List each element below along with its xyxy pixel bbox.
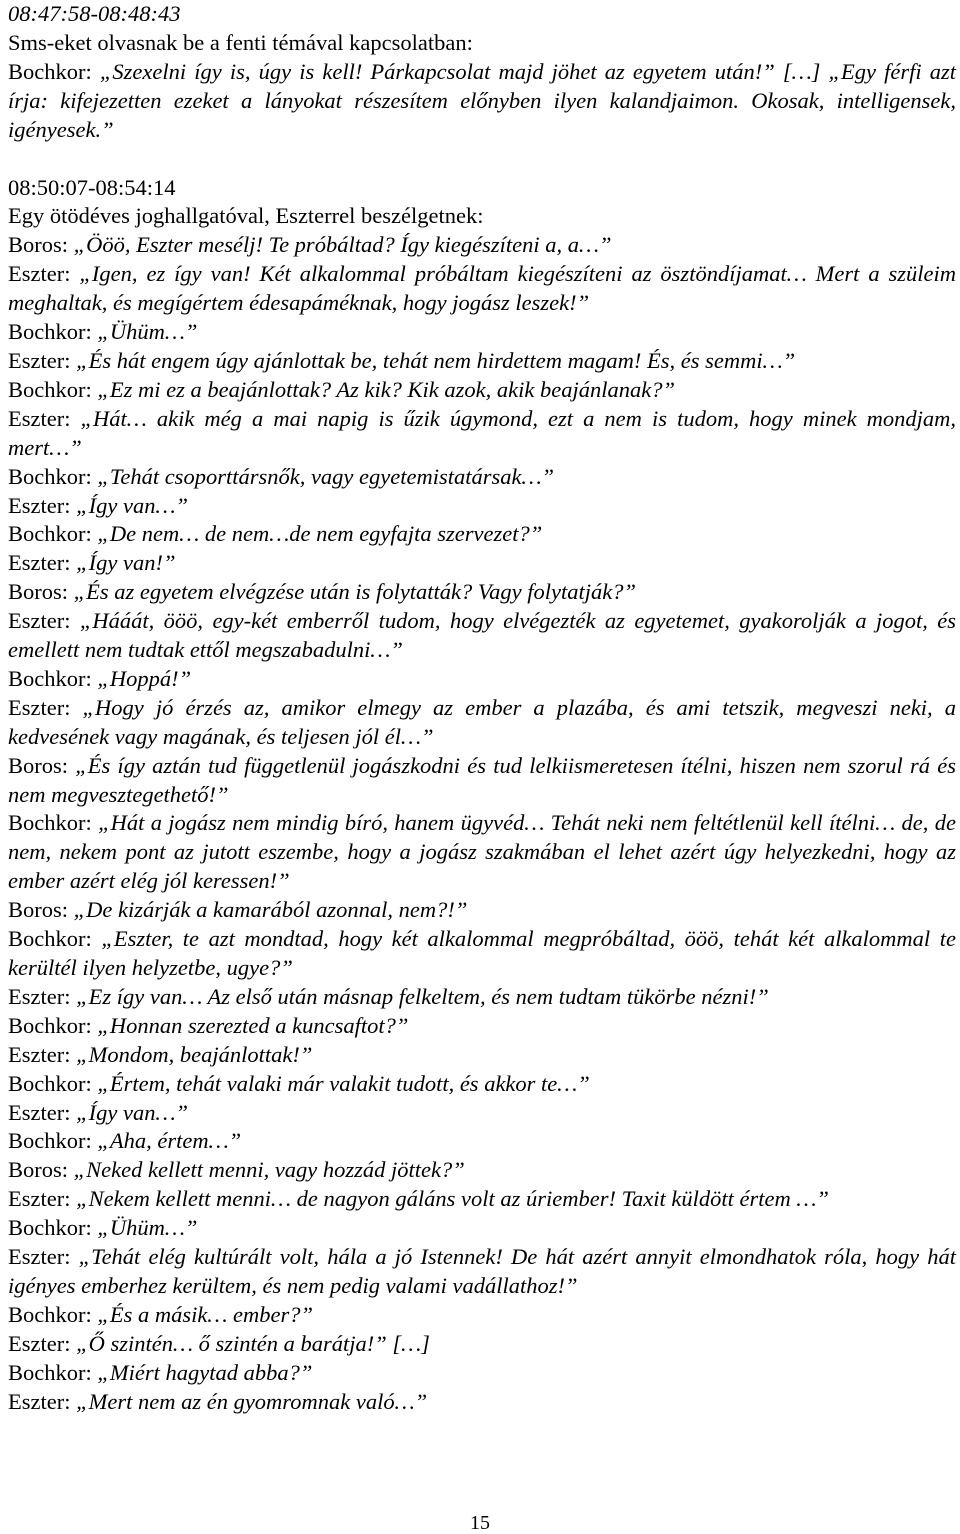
transcript-paragraph [8,549,956,578]
transcript-paragraph [8,231,956,260]
plain-text: 08:50:07-08:54:14 [8,174,176,200]
quoted-text: „Hát a jogász nem mindig bíró, hanem ügyvéd… Tehát neki nem feltétlenül kell ítélni… de, de nem, nekem pont az jutott eszembe, hogy a jogász szakmában el lehet azért úgy helyezkedni, hogy az ember azért elég jól keressen!” [8,810,957,894]
plain-text: Boros: [8,752,76,778]
transcript-paragraph [8,809,956,896]
plain-text: Eszter: [8,1244,79,1270]
quoted-text: „Ez így van… Az első után másnap felkeltem, és nem tudtam tükörbe nézni!” [76,983,769,1009]
page-number: 15 [470,1512,490,1534]
transcript-paragraph [8,1330,956,1359]
plain-text: Eszter: [8,983,77,1009]
quoted-text: „Mert nem az én gyomromnak való…” [76,1388,428,1414]
transcript-paragraph [8,1099,956,1128]
quoted-text: „Nekem kellett menni… de nagyon gáláns volt az úriember! Taxit küldött értem …” [76,1186,829,1212]
plain-text: Sms-eket olvasnak be a fenti témával kapcsolatban: [8,29,473,55]
transcript-paragraph [8,492,956,521]
transcript-paragraph [8,607,956,665]
transcript-paragraph [8,260,956,318]
quoted-text: „Hoppá!” [97,665,192,691]
transcript-paragraph [8,752,956,810]
quoted-text: „Honnan szerezted a kuncsaftot?” [97,1012,409,1038]
transcript-paragraph [8,202,956,231]
transcript-paragraph [8,58,956,145]
plain-text: Eszter: [8,405,81,431]
plain-text: Bochkor: [8,665,98,691]
plain-text: Bochkor: [8,810,99,836]
plain-text: Boros: [8,1157,74,1183]
transcript-paragraph [8,1185,956,1214]
transcript-paragraph [8,463,956,492]
quoted-text: „Neked kellett menni, vagy hozzád jöttek?” [73,1157,465,1183]
plain-text: Bochkor: [8,1070,98,1096]
plain-text: Eszter: [8,1330,77,1356]
transcript-paragraph [8,1388,956,1417]
plain-text: Boros: [8,232,74,258]
plain-text: Bochkor: [8,1012,98,1038]
plain-text: Bochkor: [8,1215,98,1241]
transcript-paragraph [8,1301,956,1330]
quoted-text: „Ühüm…” [97,319,198,345]
plain-text: Eszter: [8,608,80,634]
transcript-paragraph [8,1243,956,1301]
quoted-text: „Aha, értem…” [97,1128,242,1154]
quoted-text: „Hogy jó érzés az, amikor elmegy az ember a plazába, és ami tetszik, megveszi neki, a kedvesének vagy magának, és teljesen jól él…” [8,694,957,749]
transcript-paragraph [8,29,956,58]
quoted-text: „És hát engem úgy ajánlottak be, tehát nem hirdettem magam! És, és semmi…” [76,347,796,373]
plain-text: Eszter: [8,694,83,720]
transcript-paragraph [8,1127,956,1156]
plain-text: Egy ötödéves joghallgatóval, Eszterrel beszélgetnek: [8,203,484,229]
transcript-paragraph [8,405,956,463]
quoted-text: „Igen, ez így van! Két alkalommal próbáltam kiegészíteni az ösztöndíjamat… Mert a szüleim meghaltak, és megígértem édesapáméknak, hogy jogász leszek!” [8,261,957,316]
quoted-text: „De kizárják a kamarából azonnal, nem?!” [73,897,468,923]
plain-text: Eszter: [8,1041,77,1067]
transcript-paragraph [8,1012,956,1041]
transcript-paragraph [8,0,956,29]
plain-text: Bochkor: [8,1128,98,1154]
plain-text: Eszter: [8,1099,77,1125]
plain-text: Bochkor: [8,58,100,84]
quoted-text: „Eszter, te azt mondtad, hogy két alkalommal megpróbáltad, ööö, tehát két alkalommal te kerültél ilyen helyzetbe, ugye?” [8,926,956,980]
quoted-text: „Szexelni így is, úgy is kell! Párkapcsolat majd jöhet az egyetem után!” […] „Egy férfi azt írja: kifejezetten ezeket a lányokat részesítem előnyben ilyen kalandjaimon. Okosak, intelligensek, igényesek.” [8,58,956,142]
quoted-text: „Miért hagytad abba?” [97,1359,313,1385]
plain-text: Bochkor: [8,926,102,952]
transcript-paragraph [8,318,956,347]
transcript-paragraph [8,174,956,203]
paragraph-gap [8,145,956,174]
quoted-text: „Hááát, ööö, egy-két emberről tudom, hogy elvégezték az egyetemet, gyakorolják a jogot, és emellett nem tudtak ettől megszabadulni…” [8,608,956,663]
transcript-paragraph [8,1156,956,1185]
transcript-paragraph [8,1359,956,1388]
quoted-text: „Ühüm…” [97,1215,198,1241]
plain-text: Eszter: [8,492,77,518]
transcript-paragraph [8,347,956,376]
quoted-text: „Ő szintén… ő szintén a barátja!” […] [76,1330,430,1356]
transcript-paragraph [8,1041,956,1070]
quoted-text: „És az egyetem elvégzése után is folytatták? Vagy folytatják?” [73,579,637,605]
quoted-text: „Ez mi ez a beajánlottak? Az kik? Kik azok, akik beajánlanak?” [97,376,676,402]
plain-text: Boros: [8,579,74,605]
quoted-text: „Mondom, beajánlottak!” [76,1041,313,1067]
plain-text: Eszter: [8,1388,77,1414]
quoted-text: „Tehát csoporttársnők, vagy egyetemistatársak…” [97,463,555,489]
quoted-text: „Így van…” [76,492,188,518]
plain-text: Eszter: [8,261,80,287]
quoted-text: „Így van!” [76,550,176,576]
plain-text: Eszter: [8,550,77,576]
quoted-text: „És a másik… ember?” [97,1301,314,1327]
transcript-paragraph [8,578,956,607]
transcript-paragraph [8,1070,956,1099]
transcript-paragraph [8,983,956,1012]
quoted-text: „Hát… akik még a mai napig is űzik úgymond, ezt a nem is tudom, hogy minek mondjam, mert…” [8,405,956,460]
transcript-paragraph [8,665,956,694]
plain-text: Bochkor: [8,1359,98,1385]
transcript-paragraph [8,376,956,405]
transcript-paragraph [8,694,956,752]
plain-text: Bochkor: [8,319,98,345]
quoted-text: „Így van…” [76,1099,188,1125]
quoted-text: „De nem… de nem…de nem egyfajta szervezet?” [97,521,543,547]
quoted-text: „Ööö, Eszter mesélj! Te próbáltad? Így kiegészíteni a, a…” [73,232,612,258]
plain-text: Bochkor: [8,521,98,547]
document-body [8,0,956,1417]
quoted-text: „Tehát elég kultúrált volt, hála a jó Istennek! De hát azért annyit elmondhatok róla, hogy hát igényes emberhez kerültem, és nem pedig valami vadállathoz!” [8,1244,956,1298]
quoted-text: 08:47:58-08:48:43 [8,1,181,26]
quoted-text: „És így aztán tud függetlenül jogászkodni és tud lelkiismeretesen ítélni, hiszen nem szorul rá és nem megvesztegethető!” [8,752,956,807]
plain-text: Bochkor: [8,1301,98,1327]
transcript-paragraph [8,1214,956,1243]
transcript-paragraph [8,925,956,983]
plain-text: Boros: [8,897,74,923]
transcript-paragraph [8,896,956,925]
quoted-text: „Értem, tehát valaki már valakit tudott, és akkor te…” [97,1070,590,1096]
plain-text: Eszter: [8,347,77,373]
plain-text: Bochkor: [8,463,98,489]
transcript-paragraph [8,520,956,549]
plain-text: Eszter: [8,1186,77,1212]
plain-text: Bochkor: [8,376,98,402]
